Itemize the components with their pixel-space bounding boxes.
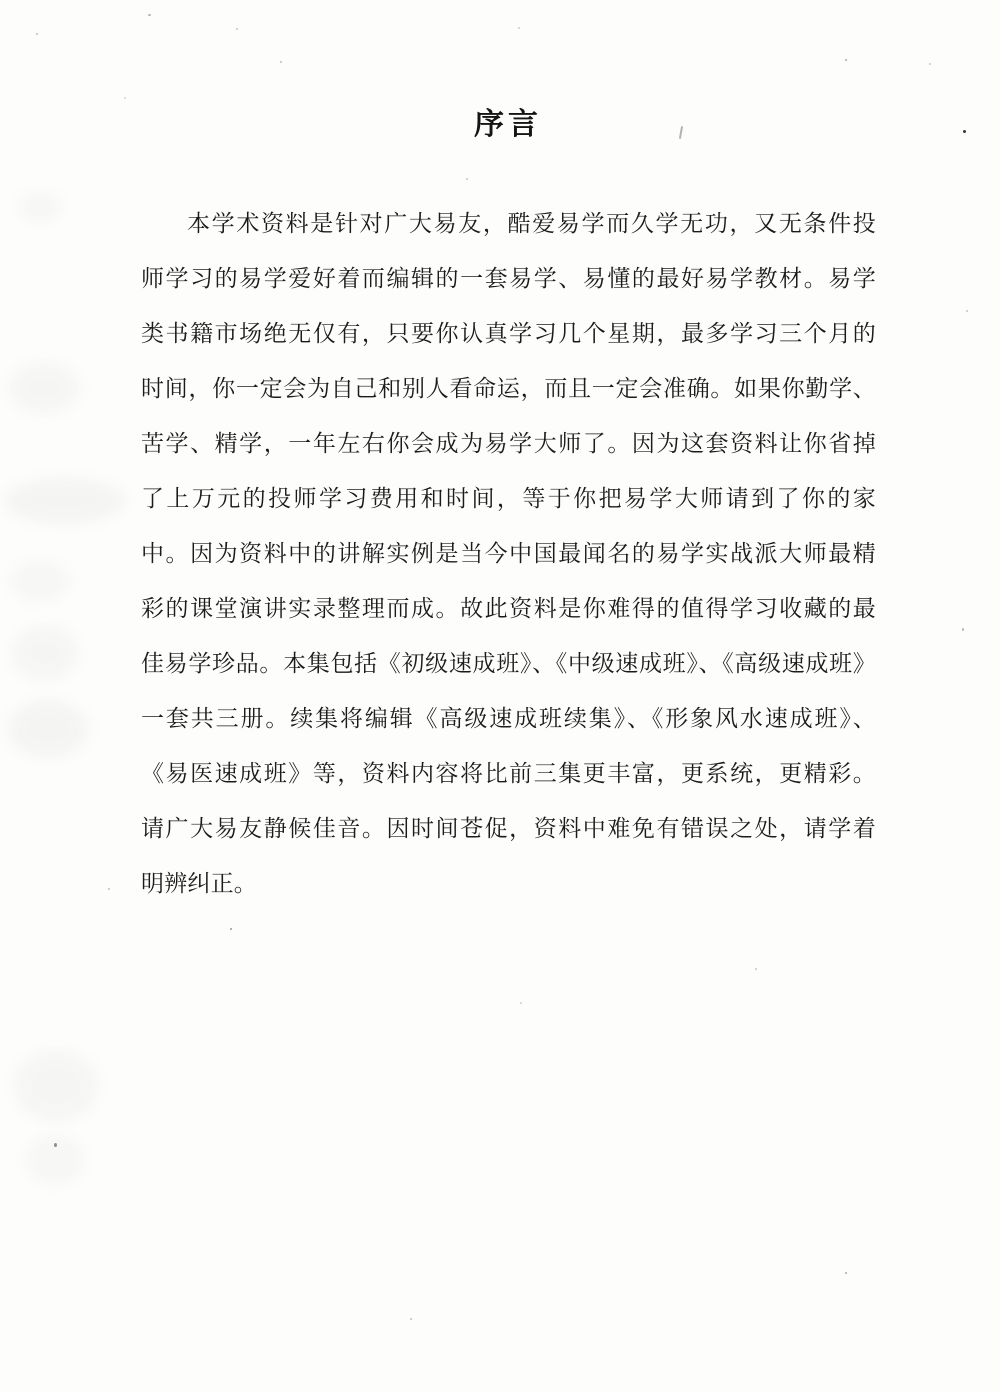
text-line: 了上万元的投师学习费用和时间，等于你把易学大师请到了你的家 xyxy=(141,486,876,511)
scan-speck xyxy=(755,968,757,970)
scan-speck xyxy=(280,61,282,63)
scan-speck xyxy=(230,928,232,930)
scan-speck xyxy=(520,1002,522,1004)
scan-smudge xyxy=(26,1135,84,1185)
text-line: 苦学、精学，一年左右你会成为易学大师了。因为这套资料让你省掉 xyxy=(141,431,876,456)
text-line: 师学习的易学爱好着而编辑的一套易学、易懂的最好易学教材。易学 xyxy=(141,266,876,291)
scan-speck xyxy=(466,178,468,180)
scan-smudge xyxy=(10,560,70,602)
scan-speck xyxy=(962,628,964,631)
scan-smudge xyxy=(18,192,62,222)
text-line: 一套共三册。续集将编辑《高级速成班续集》、《形象风水速成班》、 xyxy=(141,706,876,731)
text-line: 中。因为资料中的讲解实例是当今中国最闻名的易学实战派大师最精 xyxy=(141,541,876,566)
scan-smudge xyxy=(4,478,126,524)
scan-speck xyxy=(782,1246,784,1249)
scan-speck xyxy=(963,130,966,133)
scan-smudge xyxy=(14,1050,98,1122)
text-line: 时间，你一定会为自己和别人看命运，而且一定会准确。如果你勤学、 xyxy=(141,376,876,401)
page-title: 序言 xyxy=(474,108,542,141)
scan-speck xyxy=(148,14,151,16)
scan-speck xyxy=(410,1318,412,1320)
scan-speck xyxy=(518,27,520,29)
text-line: 请广大易友静候佳音。因时间苍促，资料中难免有错误之处，请学着 xyxy=(141,816,876,841)
scan-speck xyxy=(845,59,847,61)
scan-speck xyxy=(929,63,931,65)
scan-smudge xyxy=(8,700,88,758)
scan-speck xyxy=(36,33,38,35)
text-line: 佳易学珍品。本集包括《初级速成班》、《中级速成班》、《高级速成班》 xyxy=(141,651,876,676)
scan-smudge xyxy=(12,625,78,681)
text-line: 本学术资料是针对广大易友，酷爱易学而久学无功，又无条件投 xyxy=(187,211,876,236)
scan-speck xyxy=(845,1272,847,1274)
scan-speck xyxy=(236,28,238,30)
scan-speck xyxy=(108,888,110,890)
text-line: 《易医速成班》等，资料内容将比前三集更丰富，更系统，更精彩。 xyxy=(141,761,876,786)
scan-speck xyxy=(966,310,968,312)
text-line: 彩的课堂演讲实录整理而成。故此资料是你难得的值得学习收藏的最 xyxy=(141,596,876,621)
preface-paragraph xyxy=(141,196,876,911)
scan-smudge xyxy=(8,362,80,414)
text-line: 类书籍市场绝无仅有，只要你认真学习几个星期，最多学习三个月的 xyxy=(141,321,876,346)
scan-speck xyxy=(54,1143,57,1147)
text-line: 明辨纠正。 xyxy=(141,871,257,896)
scan-speck xyxy=(124,97,126,99)
